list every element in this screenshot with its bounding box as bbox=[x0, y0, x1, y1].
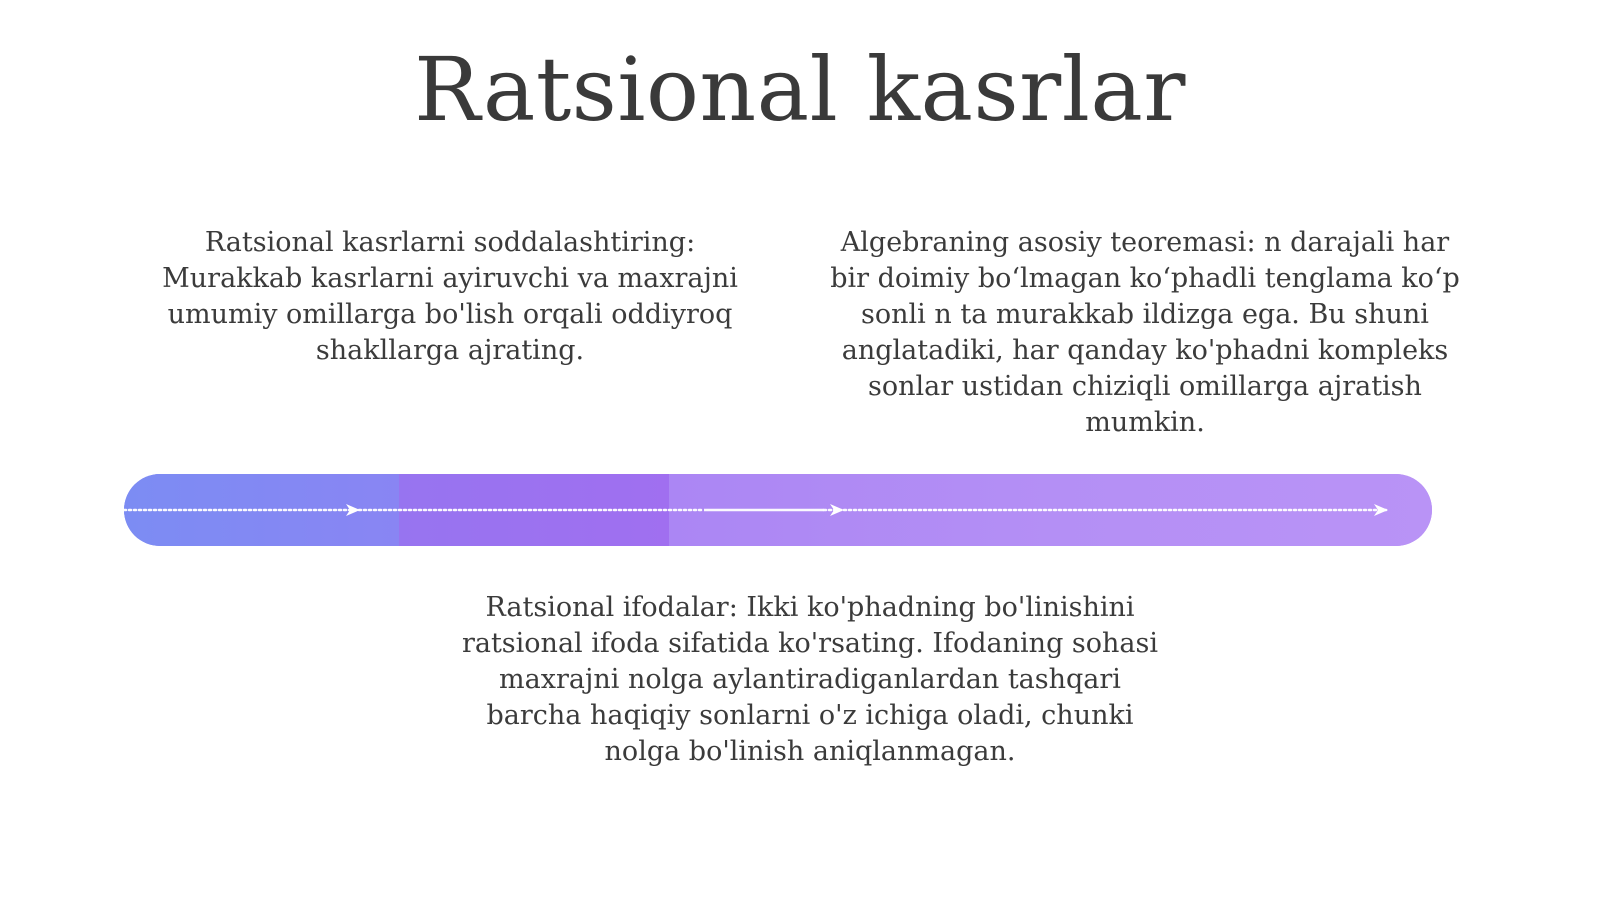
text-block-rational-expressions bbox=[460, 590, 1160, 770]
text-block-simplify bbox=[160, 225, 740, 369]
block-heading: Ratsional kasrlarni soddalashtiring: bbox=[204, 227, 696, 258]
block-body: Ikki ko'phadning bo'linishini ratsional ifoda sifatida ko'rsating. Ifodaning sohasi maxrajni nolga aylantiradiganlardan tashqari barcha haqiqiy sonlarni o'z ichiga oladi, chunki nolga bo'linish aniqlanmagan. bbox=[461, 592, 1159, 767]
timeline-bar bbox=[124, 474, 1432, 546]
block-heading: Algebraning asosiy teoremasi: bbox=[840, 227, 1265, 258]
text-block-fundamental-theorem bbox=[830, 225, 1460, 441]
block-heading: Ratsional ifodalar: bbox=[485, 592, 747, 623]
slide-title: Ratsional kasrlar bbox=[414, 38, 1186, 141]
block-body: Murakkab kasrlarni ayiruvchi va maxrajni umumiy omillarga bo'lish orqali oddiyroq shakllarga ajrating. bbox=[162, 263, 738, 366]
timeline-arrows bbox=[124, 474, 1432, 546]
block-body: n darajali har bir doimiy bo‘lmagan ko‘phadli tenglama ko‘p sonli n ta murakkab ildizga ega. Bu shuni anglatadiki, har qanday ko'phadni kompleks sonlar ustidan chiziqli omillarga ajratish mumkin. bbox=[830, 227, 1460, 438]
